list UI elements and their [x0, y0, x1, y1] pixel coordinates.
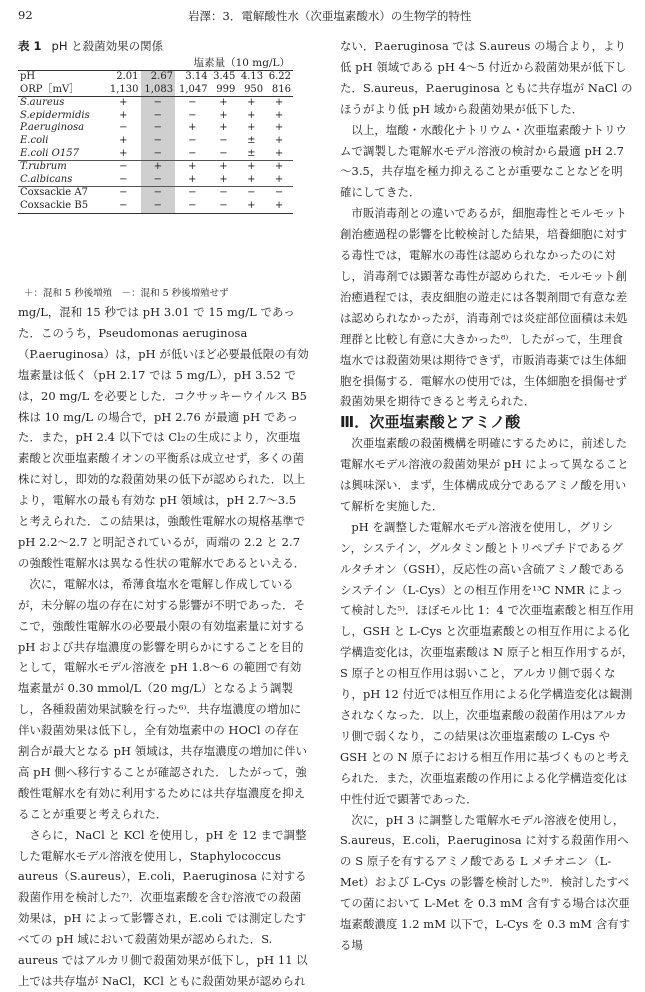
section-heading: Ⅲ．次亜塩素酸とアミノ酸 [340, 413, 521, 432]
table-cell: − [119, 173, 128, 185]
running-title: 岩澤：3．電解酸性水（次亜塩素酸水）の生物学的特性 [188, 9, 472, 23]
table-cell: + [247, 173, 256, 185]
table-title: pH と殺菌効果の関係 [51, 39, 164, 53]
table-cell: + [175, 161, 210, 174]
table-cell: 1,083 [141, 84, 176, 97]
table-cell: − [141, 200, 176, 213]
table-cell: + [265, 161, 293, 174]
paragraph: ない．P.aeruginosa では S.aureus の場合より，より低 pH 領域である pH 4～5 付近から殺菌効果が低下した．S.aureus，P.aeruginosa ともに共存塩が NaCl のほうがより低 pH 域から殺菌効果が低下した． [340, 39, 633, 116]
table-cell: − [265, 187, 293, 200]
table-number: 表 1 [18, 39, 42, 53]
row-label: S.epidermidis [20, 109, 90, 121]
table-cell: + [119, 109, 128, 121]
orp-row [18, 84, 293, 97]
table-cell: + [119, 97, 128, 109]
table-cell: + [265, 200, 293, 213]
paragraph: pH を調整した電解水モデル溶液を使用し，グリシン，システイン，グルタミン酸とトリペプチドであるグルタチオン（GSH），反応性の高い含硫アミノ酸であるシステイン（L-Cys）との相互作用を¹³C NMR によって検討した⁵⁾．ほぼモル比 1：4 で次亜塩素酸と相互作用し，GSH と L-Cys と次亜塩素酸との相互作用による化学構造変化は，次亜塩素酸は N 原子と相互作用するが，S 原子との相互作用は弱いこと，アルカリ側で弱くなり，pH 12 付近では相互作用による化学構造変化は観測されなくなった．以上，次亜塩素酸の殺菌作用はアルカリ側で弱くなり，この結果は次亜塩素酸の L-Cys や GSH との N 原子における相互作用に基づくものと考えられた．また，次亜塩素酸の作用による化学構造変化は中性付近で顕著であった． [340, 519, 634, 806]
table-cell: + [210, 161, 238, 174]
table-cell: + [274, 122, 284, 134]
ph-row [18, 71, 293, 84]
table-row [18, 200, 293, 213]
table-row [18, 122, 293, 135]
table-cell: − [106, 161, 141, 174]
table-cell: 816 [265, 84, 293, 97]
row-label: E.coli O157 [20, 147, 79, 159]
table-cell: − [175, 187, 210, 200]
table-cell: 2.01 [106, 71, 141, 84]
table-cell: + [188, 173, 197, 185]
table-cell: + [219, 97, 228, 109]
table-cell: ± [247, 147, 256, 159]
table-cell: 950 [237, 84, 265, 97]
table-cell: ± [247, 134, 256, 146]
table-cell: + [274, 173, 284, 185]
table-cell: − [141, 110, 176, 123]
table-cell: 1,047 [175, 84, 210, 97]
row-label: pH [18, 71, 106, 84]
table-row [18, 110, 293, 123]
table-cell: − [141, 148, 176, 161]
table-cell: + [119, 147, 128, 159]
table-cell: + [247, 97, 256, 109]
row-label: ORP［mV］ [18, 84, 106, 97]
table-cell: + [274, 147, 284, 159]
table-row [18, 148, 293, 161]
table-cell: + [237, 161, 265, 174]
table-row [18, 187, 293, 200]
table-cell: − [141, 122, 176, 135]
table-cell: − [106, 187, 141, 200]
table-cell: − [175, 200, 210, 213]
table-cell: + [219, 122, 228, 134]
table-cell: + [274, 109, 284, 121]
table-cell: + [247, 109, 256, 121]
table-cell: + [237, 200, 265, 213]
table-cell: 2.67 [141, 71, 176, 84]
right-column [340, 36, 634, 956]
table-row [18, 174, 293, 187]
left-column [18, 302, 310, 992]
table-cell: 4.13 [237, 71, 265, 84]
table-cell: 3.45 [210, 71, 238, 84]
row-label: C.albicans [20, 173, 73, 185]
table-row [18, 161, 293, 174]
page-number: 92 [18, 8, 33, 22]
row-label: T.rubrum [18, 161, 106, 174]
table-cell: − [210, 200, 238, 213]
table-cell: − [106, 200, 141, 213]
table-cell: − [188, 109, 197, 121]
table-cell: − [210, 187, 238, 200]
table-note: ＋：混和 5 秒後増殖 －：混和 5 秒後増殖せず [24, 288, 229, 299]
table-row [18, 97, 293, 110]
table-cell: 6.22 [265, 71, 293, 84]
table-cell: 999 [210, 84, 238, 97]
ph-bactericidal-table [18, 70, 293, 214]
row-label: Coxsackie B5 [18, 200, 106, 213]
paragraph: 市販消毒剤との違いであるが，細胞毒性とモルモット創治癒過程の影響を比較検討した結果，培養細胞に対する毒性では，電解水の毒性は認められなかったのに対し，消毒剤では顕著な毒性が認められた．モルモット創治癒過程では，表皮細胞の遊走には各製剤間で有意な差は認められなかったが，消毒剤では炎症部位面積は未処理群と比較し有意に大きかった⁸⁾．したがって，生理食塩水では殺菌効果は期待できず，市販消毒薬では生体細胞を損傷する．電解水の使用では，生体細胞を損傷せず殺菌効果を期待できると考えられた． [340, 206, 628, 409]
row-label: S.aureus [20, 97, 65, 109]
table-cell: + [119, 134, 128, 146]
table-cell: 3.14 [175, 71, 210, 84]
paragraph: 次に，電解水は，希薄食塩水を電解し作成しているが，未分解の塩の存在に対する影響が不明であった．そこで，強酸性電解水の必要最小限の有効塩素量に対する pH および共存塩濃度の影響を明らかにすることを目的として，電解水モデル溶液を pH 1.8～6 の範囲で有効塩素量が 0.30 mmol/L（20 mg/L）となるよう調製し，各種殺菌効果試験を行った⁶⁾．共存塩濃度の増加に伴い殺菌効果は低下し，全有効塩素中の HOCl の存在割合が最大となる pH 領域は，共存塩濃度の増加に伴い高 pH 側へ移行することが確認された．したがって，強酸性電解水を有効に利用するためには共存塩濃度を抑えることが重要と考えられた． [18, 576, 308, 821]
table-cell: + [219, 109, 228, 121]
paragraph: さらに，NaCl と KCl を使用し，pH を 12 まで調整した電解水モデル溶液を使用し，Staphylococcus aureus（S.aureus），E.coli，P.aeruginosa に対する殺菌作用を検討した⁷⁾．次亜塩素酸を含む溶液での殺菌効果は，pH によって影響され，E.coli では測定したすべての pH 域において殺菌効果が認められた．S. aureus ではアルカリ側で殺菌効果が低下し，pH 11 以上では共存塩が NaCl，KCl ともに殺菌効果が認められ [18, 827, 308, 988]
table-cell: + [141, 161, 176, 174]
table-cell: − [219, 147, 228, 159]
table-cell: + [274, 97, 284, 109]
table-cell: + [274, 134, 284, 146]
table-caption [18, 38, 163, 54]
row-label: Coxsackie A7 [18, 187, 106, 200]
table-cell: − [141, 135, 176, 148]
table-cell: − [141, 174, 176, 187]
table-cell: − [237, 187, 265, 200]
table-cell: − [188, 134, 197, 146]
table-cell: − [141, 97, 176, 110]
paragraph: mg/L，混和 15 秒では pH 3.01 で 15 mg/L であった．このうち，Pseudomonas aeruginosa（P.aeruginosa）は，pH が低いほど必要最低限の有効塩素量は低く（pH 2.17 では 5 mg/L），pH 3.52 では，20 mg/L を必要とした．コクサッキーウイルス B5 株は 10 mg/L の場合で，pH 2.76 が最適 pH であった．また，pH 2.4 以下では Cl₂の生成により，次亜塩素酸と次亜塩素酸イオンの平衡系は成立せず，多くの菌株に対し，即効的な殺菌効果の低下が認められた．以上より，電解水の最も有効な pH 領域は，pH 2.7～3.5 と考えられた．この結果は，強酸性電解水の規格基準で pH 2.2～2.7 と明記されているが，両端の 2.2 と 2.7 の強酸性電解水は異なる性状の電解水であるといえる． [18, 305, 309, 570]
paragraph: 次亜塩素酸の殺菌機構を明確にするために，前述した電解水モデル溶液の殺菌効果が pH によって異なることは興味深い．まず，生体構成成分であるアミノ酸を用いて解析を実施した． [340, 436, 629, 513]
table-cell: − [188, 97, 197, 109]
table-row [18, 135, 293, 148]
table-cell: + [188, 122, 197, 134]
table-cell: + [247, 122, 256, 134]
table-cell: 1,130 [106, 84, 141, 97]
table-cell: + [219, 173, 228, 185]
table-unit: 塩素量（10 mg/L） [193, 57, 290, 69]
paragraph: 以上，塩酸・水酸化ナトリウム・次亜塩素酸ナトリウムで調製した電解水モデル溶液の検討から最適 pH 2.7～3.5，共存塩を極力抑えることが重要なことなどを明確にしてきた． [340, 122, 628, 200]
table-cell: − [119, 122, 128, 134]
table-cell: − [141, 187, 176, 200]
row-label: P.aeruginosa [20, 122, 85, 134]
table-cell: − [219, 134, 228, 146]
table-cell: − [188, 147, 197, 159]
paragraph: 次に，pH 3 に調整した電解水モデル溶液を使用し，S.aureus，E.coli，P.aeruginosa に対する殺菌作用への S 原子を有するアミノ酸である L メチオニン（L-Met）および L-Cys の影響を検討した⁹⁾．検討したすべての菌において L-Met を 0.3 mM 含有する場合は次亜塩素酸濃度 1.2 mM 以下で，L-Cys を 0.3 mM 含有する場 [340, 812, 631, 952]
row-label: E.coli [20, 134, 49, 146]
